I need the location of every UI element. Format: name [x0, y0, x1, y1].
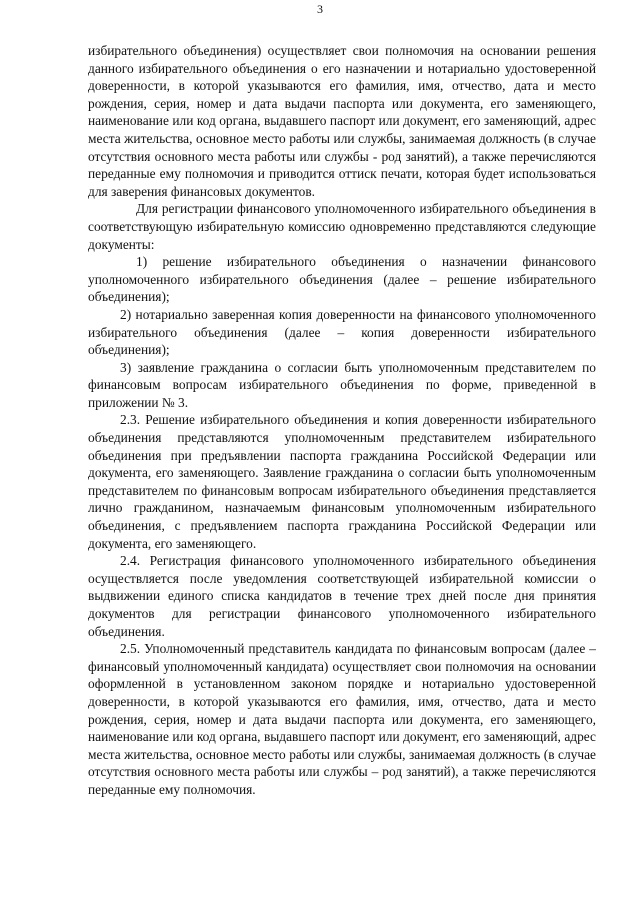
paragraph-2-5: 2.5. Уполномоченный представитель кандидата по финансовым вопросам (далее – финансовый уполномоченный кандидата) осуществляет свои полномочия на основании оформленной в установленном законом порядке и нотариально удостоверенной доверенности, в которой указываются его фамилия, имя, отчество, дата и место рождения, серия, номер и дата выдачи паспорта или документа, его заменяющего, наименование или код органа, выдавшего паспорт или документ, его заменяющий, адрес места жительства, основное место работы или службы, занимаемая должность (в случае отсутствия основного места работы или службы – род занятий), а также перечисляются переданные ему полномочия.	[88, 641, 596, 797]
list-item-2: 2) нотариально заверенная копия доверенности на финансового уполномоченного избирательного объединения (далее – копия доверенности избирательного объединения);	[88, 306, 596, 358]
paragraph-registration-intro: Для регистрации финансового уполномоченного избирательного объединения в соответствующую избирательную комиссию одновременно представляются следующие документы:	[88, 201, 596, 252]
paragraph-2-3: 2.3. Решение избирательного объединения и копия доверенности избирательного объединения представляются уполномоченным представителем избирательного объединения при предъявлении паспорта гражданина Российской Федерации или документа, его заменяющего. Заявление гражданина о согласии быть уполномоченным представителем по финансовым вопросам избирательного объединения представляется лично гражданином, назначаемым финансовым уполномоченным избирательного объединения, с предъявлением паспорта гражданина Российской Федерации или документа, его заменяющего.	[88, 412, 596, 551]
list-item-3: 3) заявление гражданина о согласии быть уполномоченным представителем по финансовым вопросам избирательного объединения по форме, приведенной в приложении № 3.	[88, 359, 596, 410]
paragraph-continuation: избирательного объединения) осуществляет свои полномочия на основании решения данного избирательного объединения о его назначении и нотариально удостоверенной доверенности, в которой указываются его фамилия, имя, отчество, дата и место рождения, серия, номер и дата выдачи паспорта или документа, его заменяющего, наименование или код органа, выдавшего паспорт или документ, его заменяющий, адрес места жительства, основное место работы или службы, занимаемая должность (в случае отсутствия основного места работы или службы - род занятий), а также перечисляются переданные ему полномочия и приводится оттиск печати, которая будет использоваться для заверения финансовых документов.	[88, 43, 596, 199]
list-item-1: 1) решение избирательного объединения о назначении финансового уполномоченного избирательного объединения (далее – решение избирательного объединения);	[88, 254, 596, 305]
paragraph-2-4: 2.4. Регистрация финансового уполномоченного избирательного объединения осуществляется после уведомления соответствующей избирательной комиссии о выдвижении единого списка кандидатов в течение трех дней после дня принятия документов для регистрации финансового уполномоченного избирательного объединения.	[88, 553, 596, 639]
page-number: 3	[317, 2, 323, 16]
document-body	[88, 42, 596, 799]
